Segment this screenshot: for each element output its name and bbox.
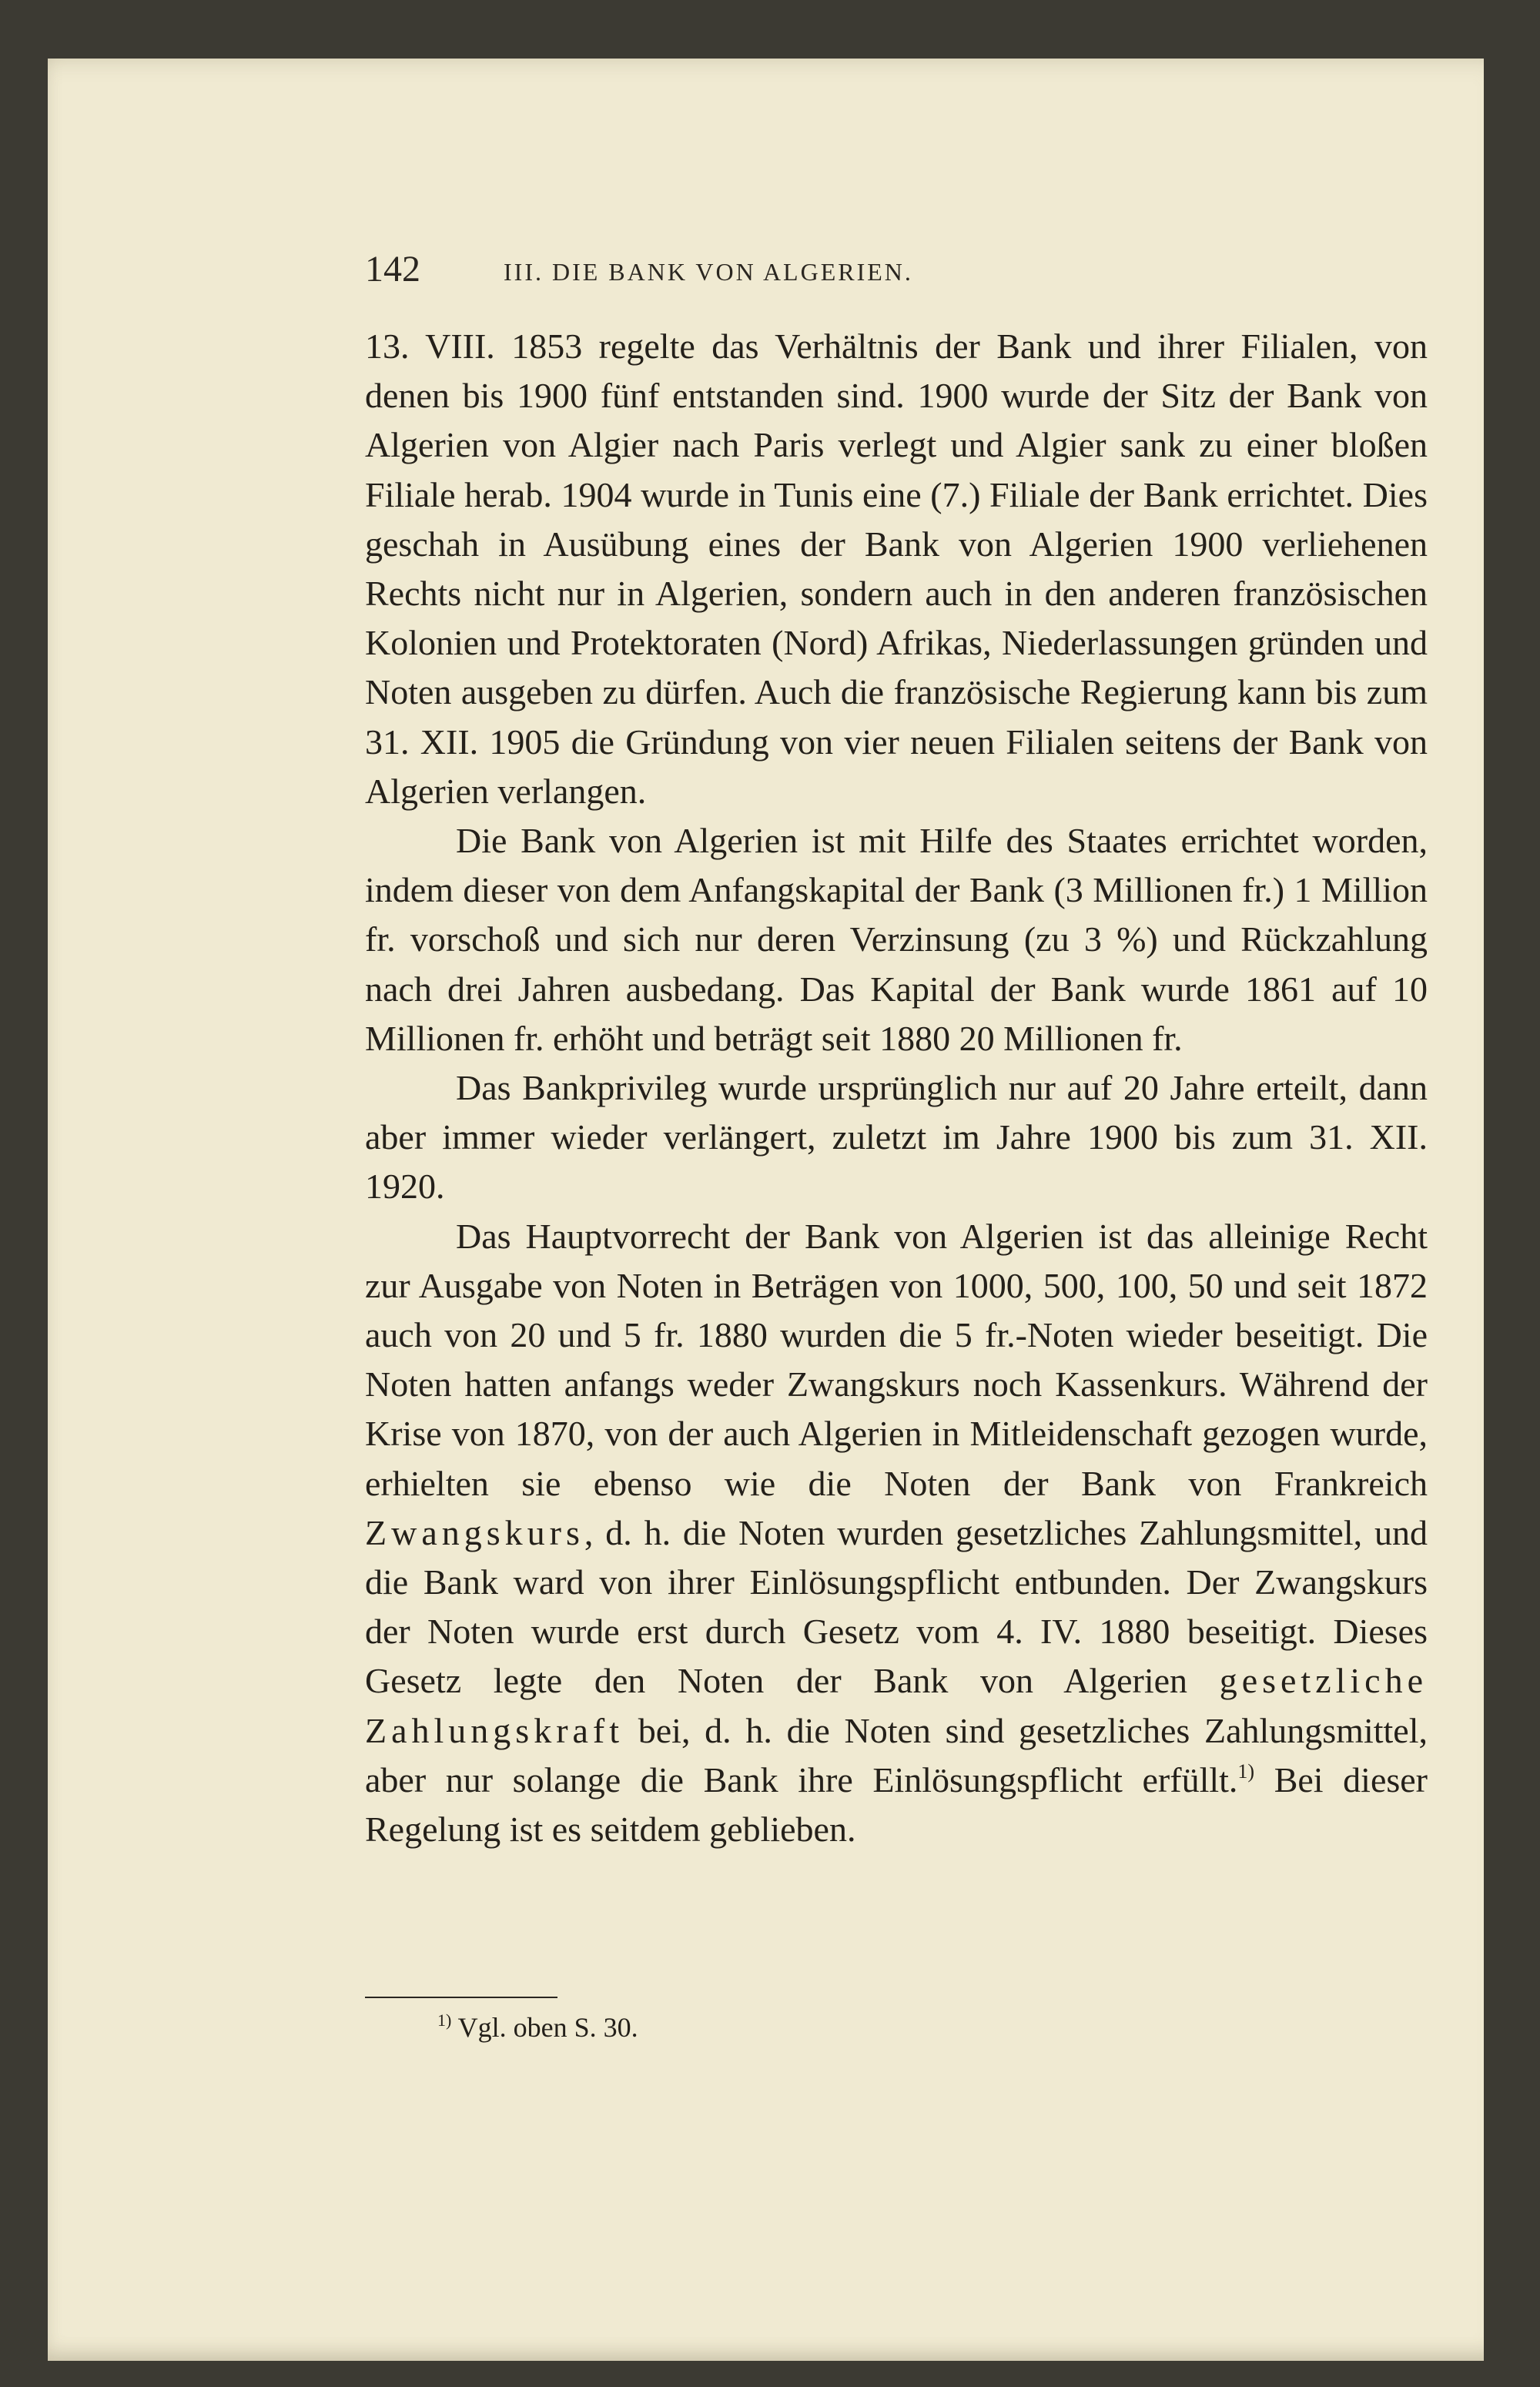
footnote <box>437 2008 638 2047</box>
running-head: III. DIE BANK VON ALGERIEN. <box>504 258 913 286</box>
footnote-marker[interactable]: 1) <box>1237 1759 1255 1783</box>
body-text <box>365 322 1428 1854</box>
spaced-term-zahlungskraft: gesetzliche Zahlungskraft <box>365 1661 1428 1750</box>
page-edge-shadow <box>1484 59 1515 2361</box>
paragraph-4-part-c: bei, d. h. die Noten sind gesetzliches Zahlungsmittel, aber nur solange die Bank ihre Einlösungspflicht erfüllt. <box>365 1710 1428 1799</box>
paragraph-3: Das Bankprivileg wurde ursprünglich nur auf 20 Jahre erteilt, dann aber immer wieder verlängert, zuletzt im Jahre 1900 bis zum 31. XII. 1920. <box>365 1068 1428 1207</box>
paragraph-1: 13. VIII. 1853 regelte das Verhältnis der Bank und ihrer Filialen, von denen bis 1900 fünf entstanden sind. 1900 wurde der Sitz der Bank von Algerien von Algier nach Paris verlegt und Algier sank zu einer bloßen Filiale herab. 1904 wurde in Tunis eine (7.) Filiale der Bank errichtet. Dies geschah in Ausübung eines der Bank von Algerien 1900 verliehenen Rechts nicht nur in Algerien, sondern auch in den anderen französischen Kolonien und Protektoraten (Nord) Afrikas, Niederlassungen gründen und Noten ausgeben zu dürfen. Auch die französische Regierung kann bis zum 31. XII. 1905 die Gründung von vier neuen Filialen seitens der Bank von Algerien verlangen. <box>365 326 1428 811</box>
footnote-text: Vgl. oben S. 30. <box>451 2012 638 2043</box>
paragraph-4 <box>365 1212 1428 1855</box>
paragraph-2: Die Bank von Algerien ist mit Hilfe des Staates errichtet worden, indem dieser von dem Anfangskapital der Bank (3 Millionen fr.) 1 Million fr. vorschoß und sich nur deren Verzinsung (zu 3 %) und Rückzahlung nach drei Jahren ausbedang. Das Kapital der Bank wurde 1861 auf 10 Millionen fr. erhöht und beträgt seit 1880 20 Millionen fr. <box>365 821 1428 1058</box>
paragraph-4-part-b: , d. h. die Noten wurden gesetzliches Zahlungsmittel, und die Bank ward von ihrer Einlösungspflicht entbunden. Der Zwangskurs der Noten wurde erst durch Gesetz vom 4. IV. 1880 beseitigt. Dieses Gesetz legte den Noten der Bank von Algerien <box>365 1512 1428 1701</box>
paragraph-4-part-d: Bei dieser Regelung ist es seitdem geblieben. <box>365 1759 1428 1850</box>
paragraph-4-part-a: Das Hauptvorrecht der Bank von Algerien ist das alleinige Recht zur Ausgabe von Noten in Beträgen von 1000, 500, 100, 50 und seit 1872 auch von 20 und 5 fr. 1880 wurden die 5 fr.-Noten wieder beseitigt. Die Noten hatten anfangs weder Zwangskurs noch Kassenkurs. Während der Krise von 1870, von der auch Algerien in Mitleidenschaft gezogen wurde, erhielten sie ebenso wie die Noten der Bank von Frankreich <box>365 1216 1428 1503</box>
page-header <box>365 246 1428 293</box>
footnote-number: 1) <box>437 2010 452 2030</box>
footnote-rule <box>365 1997 557 1998</box>
page-number: 142 <box>365 249 420 290</box>
spaced-term-zwangskurs: Zwangskurs <box>365 1512 584 1552</box>
